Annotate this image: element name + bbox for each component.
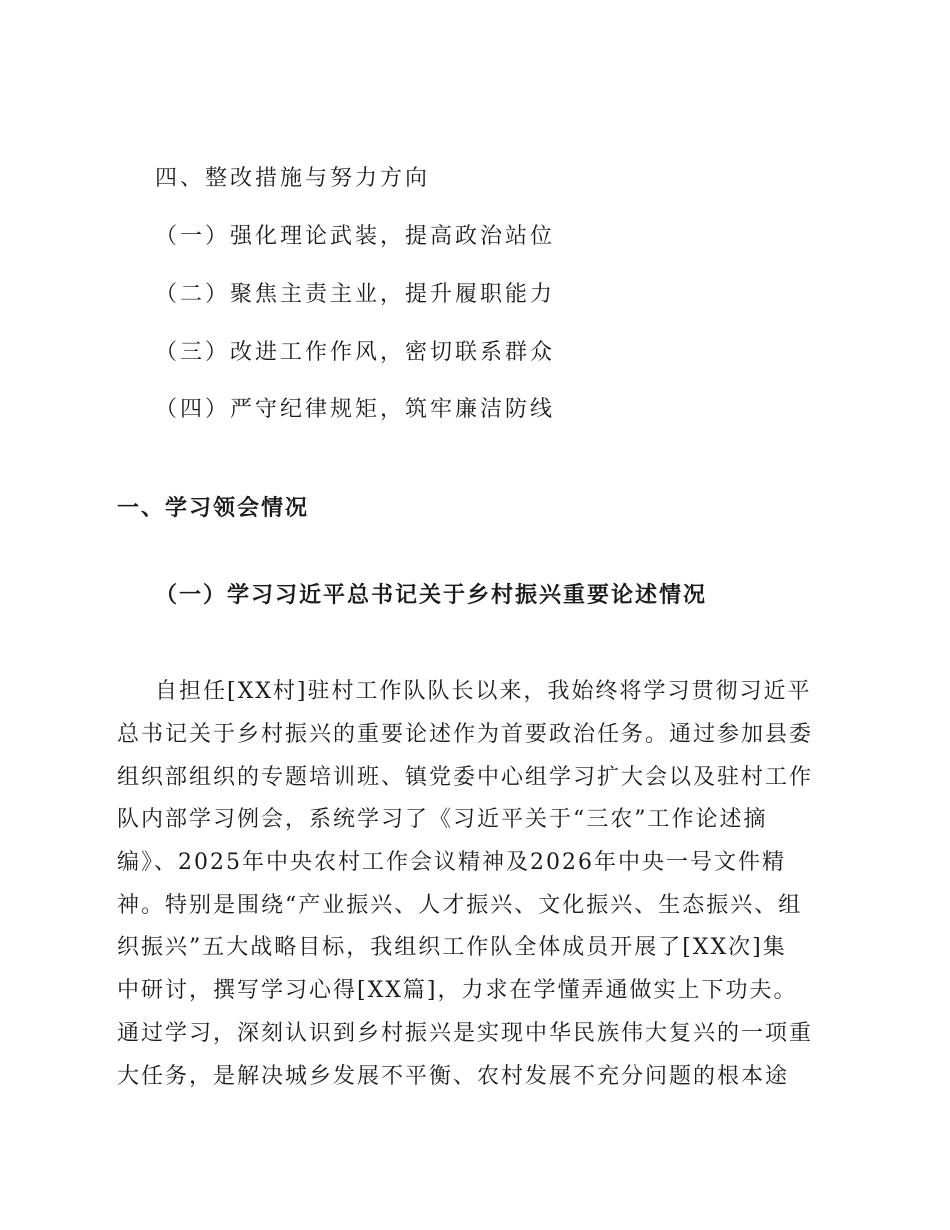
paragraph-line: 自担任[XX村]驻村工作队队长以来，我始终将学习贯彻习近平 bbox=[155, 679, 812, 704]
toc-item-3: （三）改进工作作风，密切联系群众 bbox=[155, 340, 556, 365]
paragraph-line: 编》、2025年中央农村工作会议精神及2026年中央一号文件精 bbox=[117, 850, 786, 875]
paragraph-line: 总书记关于乡村振兴的重要论述作为首要政治任务。通过参加县委 bbox=[117, 722, 814, 747]
toc-item-2: （二）聚焦主责主业，提升履职能力 bbox=[155, 282, 556, 307]
toc-item-4: （四）严守纪律规矩，筑牢廉洁防线 bbox=[155, 397, 556, 422]
paragraph-line: 组织部组织的专题培训班、镇党委中心组学习扩大会以及驻村工作 bbox=[117, 765, 814, 790]
paragraph-line: 大任务，是解决城乡发展不平衡、农村发展不充分问题的根本途 bbox=[117, 1064, 790, 1089]
paragraph-line: 队内部学习例会，系统学习了《习近平关于“三农”工作论述摘 bbox=[117, 807, 768, 832]
paragraph-line: 通过学习，深刻认识到乡村振兴是实现中华民族伟大复兴的一项重 bbox=[117, 1021, 814, 1046]
toc-heading: 四、整改措施与努力方向 bbox=[155, 166, 431, 191]
paragraph-line: 织振兴”五大战略目标，我组织工作队全体成员开展了[XX次]集 bbox=[117, 935, 787, 960]
section-subheading: （一）学习习近平总书记关于乡村振兴重要论述情况 bbox=[155, 583, 708, 608]
section-heading: 一、学习领会情况 bbox=[117, 496, 310, 521]
toc-item-1: （一）强化理论武装，提高政治站位 bbox=[155, 224, 556, 249]
paragraph-line: 神。特别是围绕“产业振兴、人才振兴、文化振兴、生态振兴、组 bbox=[117, 893, 803, 918]
paragraph-line: 中研讨，撰写学习心得[XX篇]，力求在学懂弄通做实上下功夫。 bbox=[117, 978, 798, 1003]
